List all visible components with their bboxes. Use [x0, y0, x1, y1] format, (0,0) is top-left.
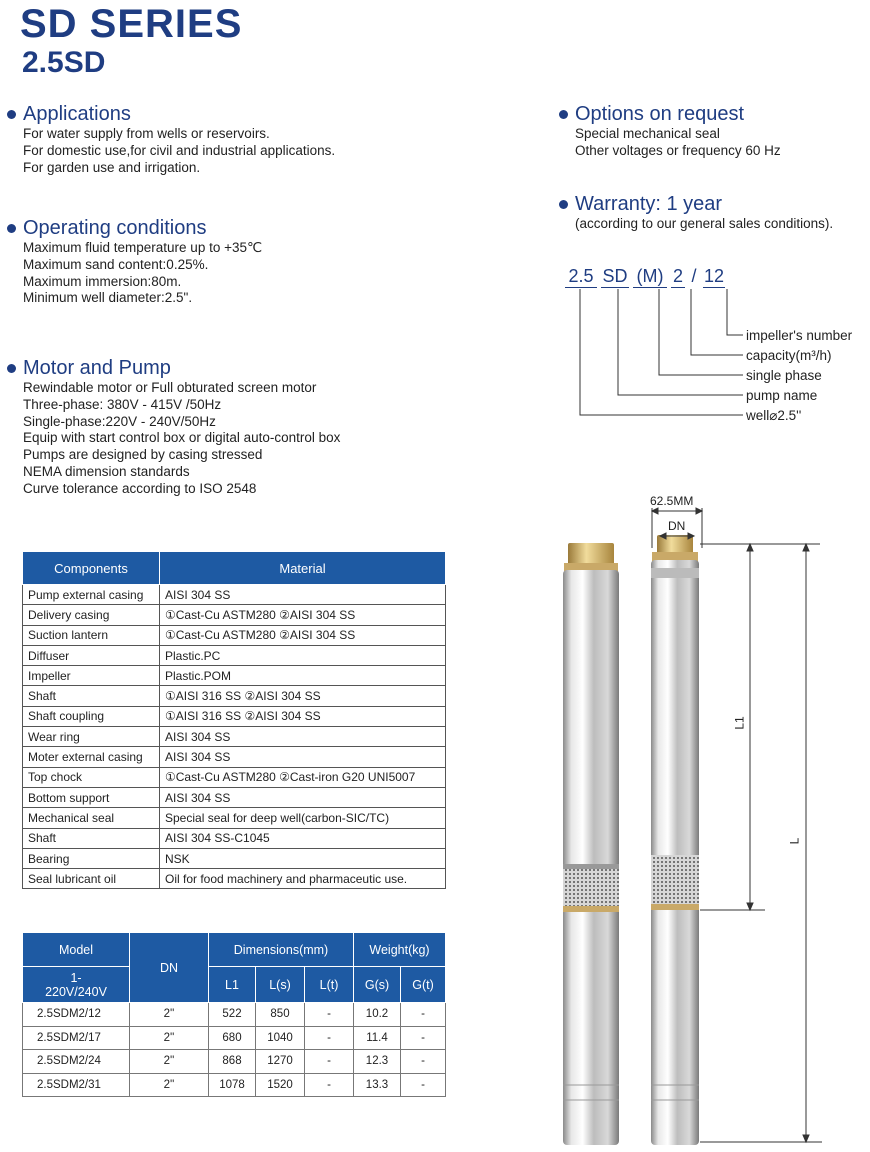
- component-cell: Bearing: [23, 848, 160, 868]
- model-cell: 2.5SDM2/12: [23, 1003, 130, 1027]
- motor-line: NEMA dimension standards: [23, 463, 190, 479]
- dn-cell: 2'': [130, 1003, 209, 1027]
- component-cell: Bottom support: [23, 787, 160, 807]
- motor-line: Three-phase: 380V - 415V /50Hz: [23, 396, 222, 412]
- code-label-phase: single phase: [746, 368, 822, 383]
- dn-cell: 2'': [130, 1026, 209, 1050]
- col-l1: L1: [209, 967, 256, 1003]
- motor-line: Rewindable motor or Full obturated screen motor: [23, 380, 317, 395]
- operating-line: Maximum immersion:80m.: [23, 273, 182, 289]
- code-label-well: well⌀2.5'': [746, 408, 802, 423]
- code-impeller: 12: [703, 266, 725, 286]
- material-cell: AISI 304 SS: [160, 787, 446, 807]
- l1-label: L1: [732, 716, 747, 730]
- col-gs: G(s): [354, 967, 401, 1003]
- material-cell: AISI 304 SS: [160, 747, 446, 767]
- component-cell: Top chock: [23, 767, 160, 787]
- voltage-line-2: 220V/240V: [45, 984, 107, 999]
- applications-line: For domestic use,for civil and industrial applications.: [23, 142, 336, 158]
- component-cell: Wear ring: [23, 727, 160, 747]
- gt-cell: -: [401, 1003, 446, 1027]
- motor-line: Curve tolerance according to ISO 2548: [23, 480, 257, 496]
- material-cell: NSK: [160, 848, 446, 868]
- code-label-impeller: impeller's number: [746, 328, 853, 343]
- model-cell: 2.5SDM2/31: [23, 1073, 130, 1097]
- code-sd: SD: [602, 266, 628, 286]
- col-model: Model: [23, 933, 130, 967]
- motor-line: Pumps are designed by casing stressed: [23, 447, 263, 463]
- motor-line: Equip with start control box or digital auto-control box: [23, 430, 341, 446]
- material-cell: ①AISI 316 SS ②AISI 304 SS: [160, 686, 446, 706]
- model-cell: 2.5SDM2/17: [23, 1026, 130, 1050]
- component-cell: Delivery casing: [23, 605, 160, 625]
- ls-cell: 1040: [256, 1026, 305, 1050]
- lt-cell: -: [305, 1026, 354, 1050]
- code-well: 2.5: [565, 265, 597, 288]
- options-line: Special mechanical seal: [575, 126, 720, 141]
- operating-title: Operating conditions: [23, 217, 207, 239]
- col-weight: Weight(kg): [354, 933, 446, 967]
- code-slash: /: [691, 266, 697, 286]
- operating-line: Maximum sand content:0.25%.: [23, 256, 209, 272]
- page-subtitle: 2.5SD: [22, 46, 106, 79]
- code-label-pump: pump name: [746, 388, 818, 403]
- material-cell: Oil for food machinery and pharmaceutic use.: [160, 869, 446, 889]
- gt-cell: -: [401, 1026, 446, 1050]
- l1-cell: 1078: [209, 1073, 256, 1097]
- material-cell: Plastic.PC: [160, 645, 446, 665]
- options-title: Options on request: [575, 103, 744, 125]
- dn-cell: 2'': [130, 1073, 209, 1097]
- operating-line: Minimum well diameter:2.5".: [23, 290, 193, 306]
- ls-cell: 1520: [256, 1073, 305, 1097]
- material-cell: AISI 304 SS: [160, 727, 446, 747]
- ls-cell: 850: [256, 1003, 305, 1027]
- applications-line: For water supply from wells or reservoirs.: [23, 126, 270, 141]
- pump-image-left: [563, 543, 619, 1145]
- component-cell: Shaft: [23, 686, 160, 706]
- code-capacity: 2: [672, 266, 683, 286]
- warranty-title: Warranty: 1 year: [575, 193, 723, 215]
- l1-cell: 868: [209, 1050, 256, 1074]
- l1-cell: 522: [209, 1003, 256, 1027]
- col-dn: DN: [130, 933, 209, 1003]
- code-label-capacity: capacity(m³/h): [746, 348, 832, 363]
- component-cell: Pump external casing: [23, 585, 160, 605]
- col-ls: L(s): [256, 967, 305, 1003]
- gs-cell: 12.3: [354, 1050, 401, 1074]
- gt-cell: -: [401, 1073, 446, 1097]
- ls-cell: 1270: [256, 1050, 305, 1074]
- col-lt: L(t): [305, 967, 354, 1003]
- col-gt: G(t): [401, 967, 446, 1003]
- component-cell: Shaft: [23, 828, 160, 848]
- model-cell: 2.5SDM2/24: [23, 1050, 130, 1074]
- component-cell: Seal lubricant oil: [23, 869, 160, 889]
- motor-title: Motor and Pump: [23, 357, 171, 379]
- gs-cell: 10.2: [354, 1003, 401, 1027]
- width-label: 62.5MM: [650, 494, 694, 508]
- material-cell: AISI 304 SS: [160, 585, 446, 605]
- voltage-line-1: 1-: [70, 970, 82, 985]
- applications-title: Applications: [23, 103, 131, 125]
- dn-label: DN: [668, 519, 686, 533]
- gs-cell: 11.4: [354, 1026, 401, 1050]
- col-material: Material: [160, 552, 446, 585]
- component-cell: Diffuser: [23, 645, 160, 665]
- motor-line: Single-phase:220V - 240V/50Hz: [23, 413, 216, 429]
- dn-cell: 2'': [130, 1050, 209, 1074]
- lt-cell: -: [305, 1050, 354, 1074]
- col-components: Components: [23, 552, 160, 585]
- material-cell: ①Cast-Cu ASTM280 ②Cast-iron G20 UNI5007: [160, 767, 446, 787]
- material-cell: AISI 304 SS-C1045: [160, 828, 446, 848]
- component-cell: Shaft coupling: [23, 706, 160, 726]
- material-cell: Plastic.POM: [160, 666, 446, 686]
- gt-cell: -: [401, 1050, 446, 1074]
- component-cell: Impeller: [23, 666, 160, 686]
- warranty-line: (according to our general sales conditions).: [575, 216, 834, 231]
- material-cell: ①Cast-Cu ASTM280 ②AISI 304 SS: [160, 625, 446, 645]
- applications-line: For garden use and irrigation.: [23, 159, 201, 175]
- gs-cell: 13.3: [354, 1073, 401, 1097]
- lt-cell: -: [305, 1003, 354, 1027]
- col-dimensions: Dimensions(mm): [209, 933, 354, 967]
- material-cell: Special seal for deep well(carbon-SIC/TC): [160, 808, 446, 828]
- operating-line: Maximum fluid temperature up to +35℃: [23, 240, 263, 255]
- page-title: SD SERIES: [20, 2, 243, 46]
- material-cell: ①Cast-Cu ASTM280 ②AISI 304 SS: [160, 605, 446, 625]
- component-cell: Moter external casing: [23, 747, 160, 767]
- l-label: L: [787, 837, 802, 845]
- pump-image-right: [651, 535, 699, 1145]
- material-cell: ①AISI 316 SS ②AISI 304 SS: [160, 706, 446, 726]
- component-cell: Suction lantern: [23, 625, 160, 645]
- component-cell: Mechanical seal: [23, 808, 160, 828]
- options-line: Other voltages or frequency 60 Hz: [575, 142, 781, 158]
- code-m: (M): [633, 265, 667, 288]
- lt-cell: -: [305, 1073, 354, 1097]
- l1-cell: 680: [209, 1026, 256, 1050]
